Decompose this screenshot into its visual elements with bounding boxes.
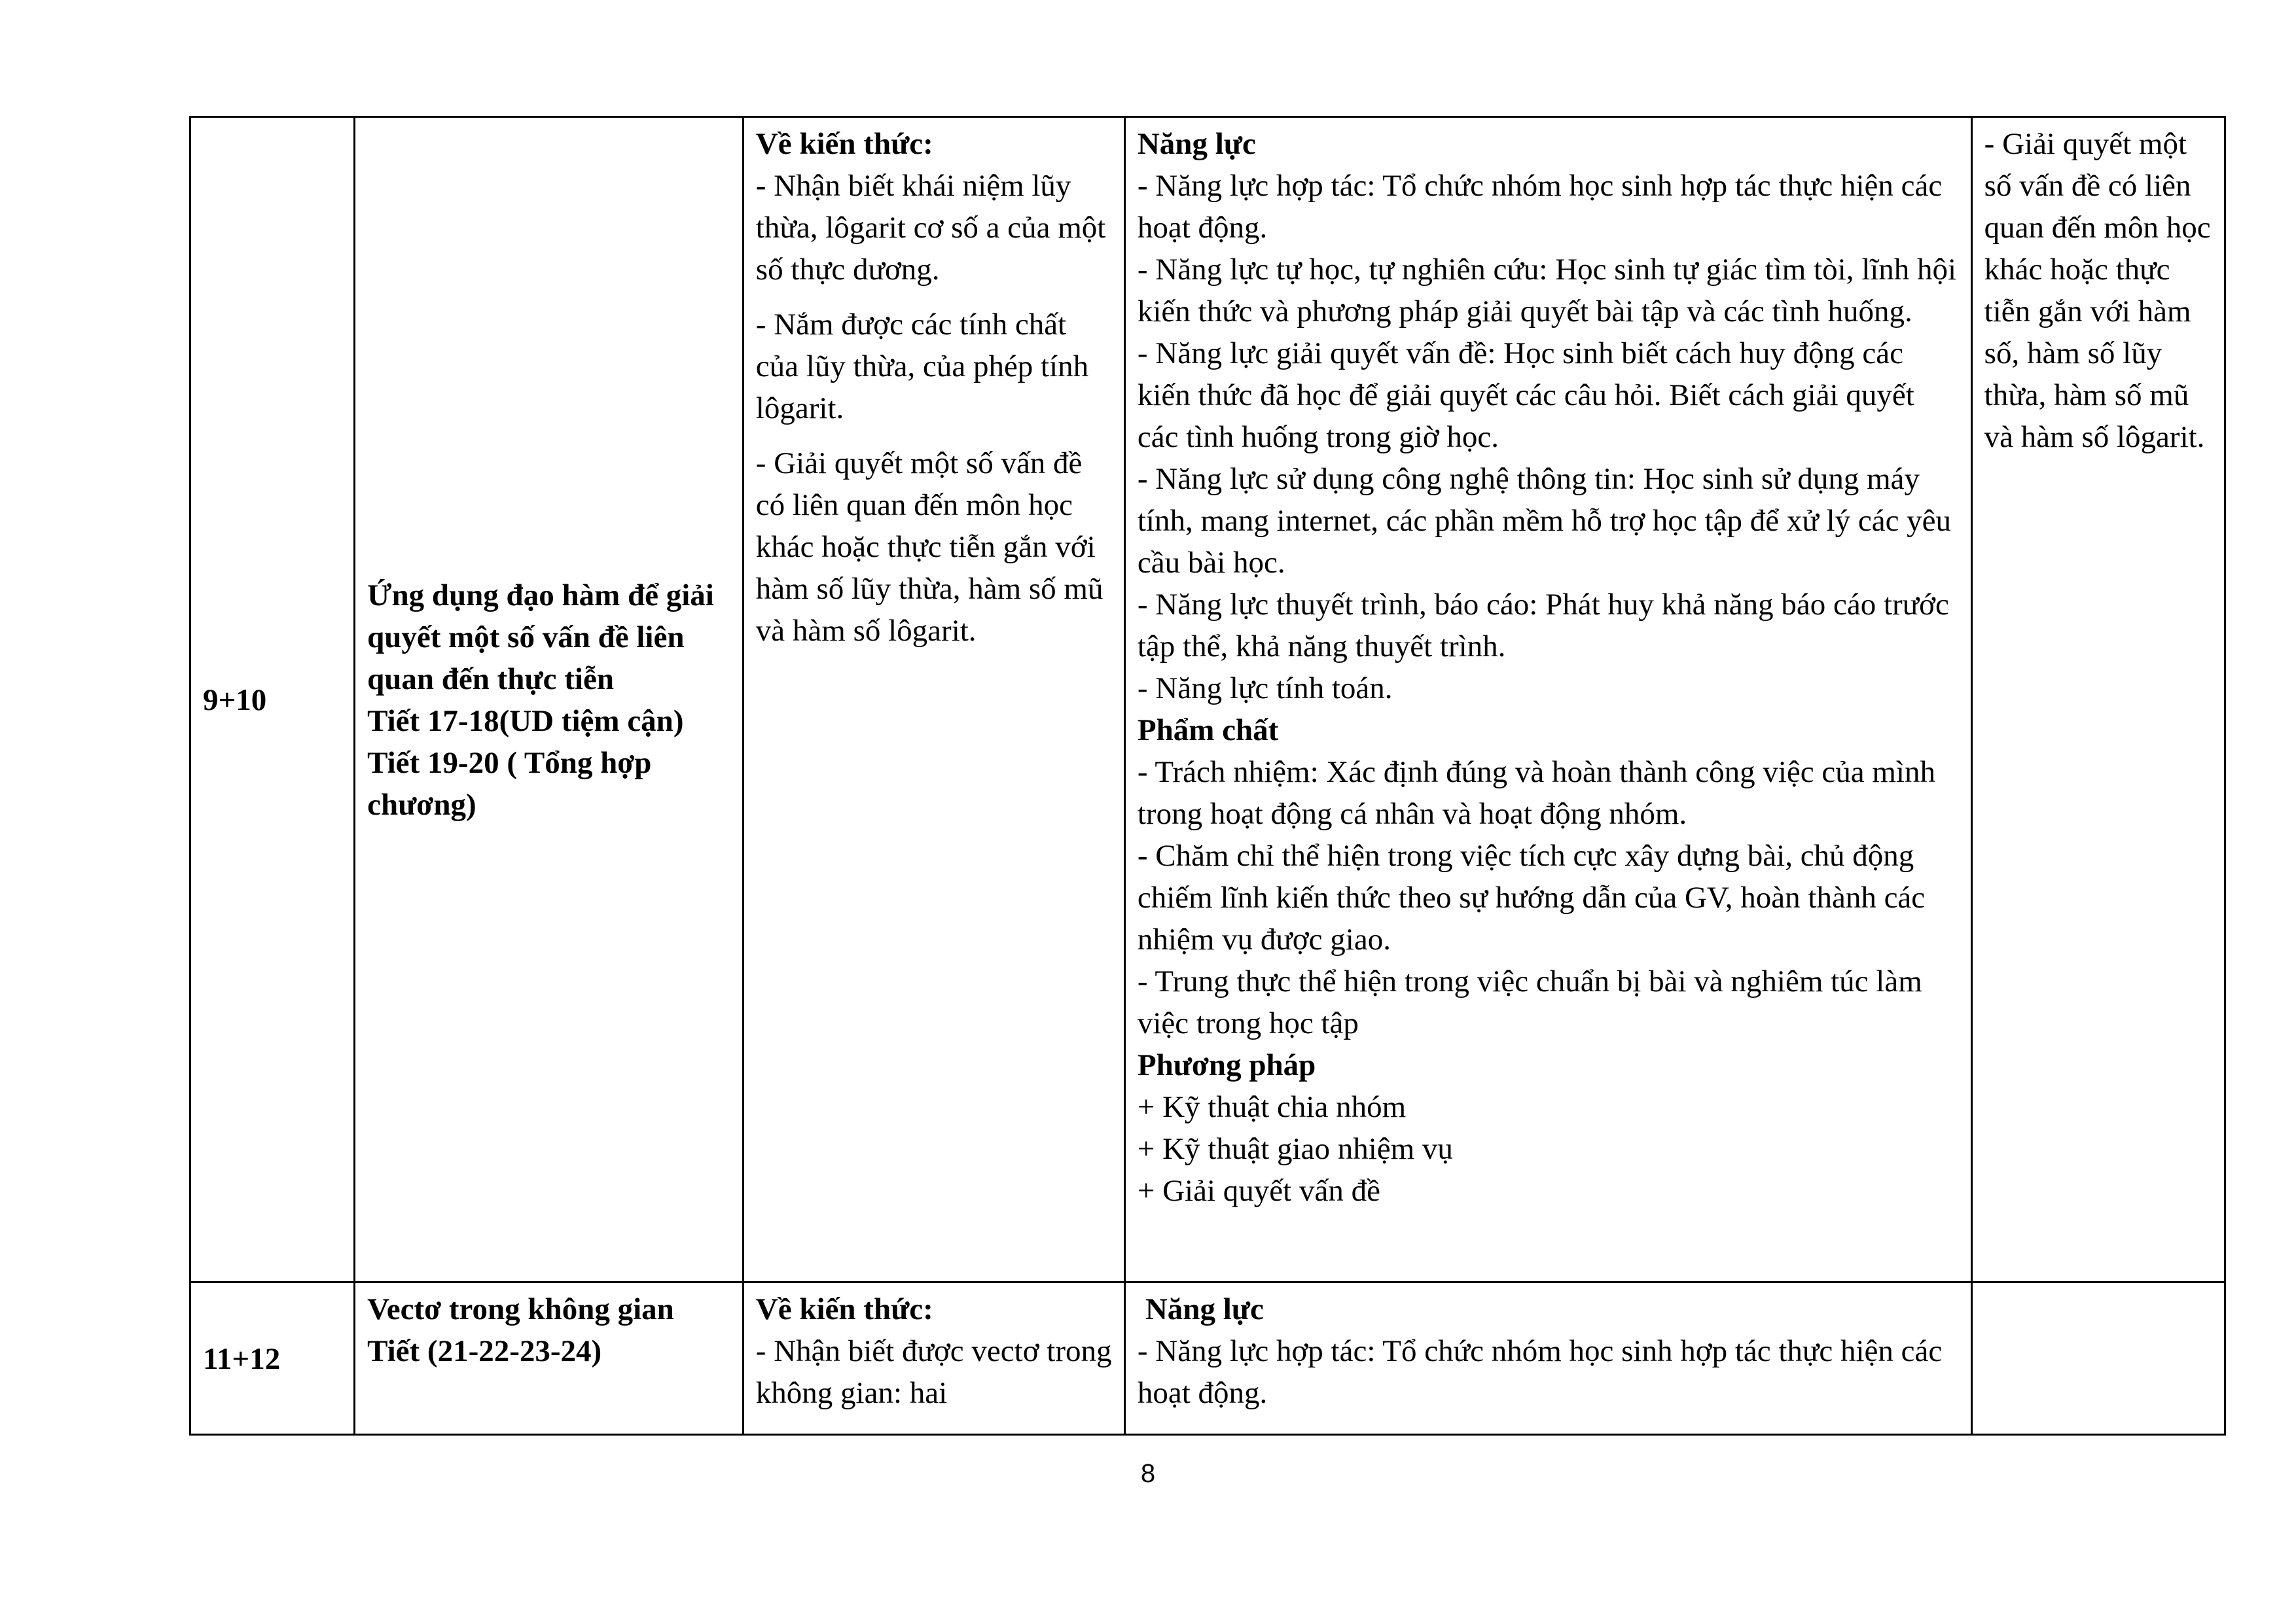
table-row bbox=[190, 117, 2225, 1282]
lesson-period: Tiết 17-18(UD tiệm cận) bbox=[367, 704, 684, 738]
competence-item: - Năng lực sử dụng công nghệ thông tin: Học sinh sử dụng máy tính, mang internet, các phần mềm hỗ trợ học tập để xử lý các yêu cầu bài học. bbox=[1137, 462, 1952, 580]
knowledge-item: - Nhận biết được vectơ trong không gian: hai bbox=[755, 1334, 1112, 1410]
table-row bbox=[190, 1282, 2225, 1435]
lesson-title: Vectơ trong không gian bbox=[367, 1292, 674, 1326]
lesson-title: Ứng dụng đạo hàm để giải quyết một số vấn đề liên quan đến thực tiễn bbox=[367, 578, 714, 696]
lesson-period: Tiết 19-20 ( Tổng hợp chương) bbox=[367, 746, 652, 822]
competence-item: - Năng lực hợp tác: Tổ chức nhóm học sinh hợp tác thực hiện các hoạt động. bbox=[1137, 1334, 1943, 1410]
lesson-cell bbox=[355, 1282, 744, 1435]
competence-heading: Năng lực bbox=[1145, 1292, 1264, 1326]
week-cell bbox=[190, 117, 355, 1282]
week-label: 11+12 bbox=[203, 1342, 281, 1376]
knowledge-item: - Giải quyết một số vấn đề có liên quan đến môn học khác hoặc thực tiễn gắn với hàm số lũy thừa, hàm số mũ và hàm số lôgarit. bbox=[755, 446, 1103, 648]
lesson-plan-table bbox=[189, 116, 2226, 1436]
method-item: + Kỹ thuật giao nhiệm vụ bbox=[1137, 1132, 1453, 1166]
knowledge-cell bbox=[743, 117, 1124, 1282]
week-label: 9+10 bbox=[203, 683, 267, 717]
method-item: + Giải quyết vấn đề bbox=[1137, 1174, 1380, 1208]
competence-item: - Năng lực tính toán. bbox=[1137, 671, 1393, 705]
note-text: - Giải quyết một số vấn đề có liên quan đến môn học khác hoặc thực tiễn gắn với hàm số, hàm số lũy thừa, hàm số mũ và hàm số lôgarit. bbox=[1984, 127, 2211, 454]
lesson-cell bbox=[355, 117, 744, 1282]
knowledge-heading: Về kiến thức: bbox=[755, 127, 933, 161]
competence-heading: Năng lực bbox=[1137, 127, 1256, 161]
quality-heading: Phẩm chất bbox=[1137, 713, 1279, 747]
competence-cell bbox=[1124, 117, 1971, 1282]
method-item: + Kỹ thuật chia nhóm bbox=[1137, 1090, 1407, 1124]
knowledge-cell bbox=[743, 1282, 1124, 1435]
page-number: 8 bbox=[1140, 1459, 1156, 1488]
week-cell bbox=[190, 1282, 355, 1435]
knowledge-item: - Nắm được các tính chất của lũy thừa, của phép tính lôgarit. bbox=[755, 308, 1089, 425]
knowledge-heading: Về kiến thức: bbox=[755, 1292, 933, 1326]
note-cell bbox=[1971, 117, 2225, 1282]
competence-item: - Năng lực tự học, tự nghiên cứu: Học sinh tự giác tìm tòi, lĩnh hội kiến thức và phương pháp giải quyết bài tập và các tình huống. bbox=[1137, 253, 1957, 328]
method-heading: Phương pháp bbox=[1137, 1048, 1316, 1082]
quality-item: - Trung thực thể hiện trong việc chuẩn bị bài và nghiêm túc làm việc trong học tập bbox=[1137, 964, 1922, 1040]
competence-item: - Năng lực thuyết trình, báo cáo: Phát huy khả năng báo cáo trước tập thể, khả năng thuyết trình. bbox=[1137, 588, 1949, 663]
note-cell bbox=[1971, 1282, 2225, 1435]
competence-cell bbox=[1124, 1282, 1971, 1435]
lesson-period: Tiết (21-22-23-24) bbox=[367, 1334, 602, 1368]
competence-item: - Năng lực hợp tác: Tổ chức nhóm học sinh hợp tác thực hiện các hoạt động. bbox=[1137, 169, 1943, 245]
competence-item: - Năng lực giải quyết vấn đề: Học sinh biết cách huy động các kiến thức đã học để giải quyết các câu hỏi. Biết cách giải quyết các tình huống trong giờ học. bbox=[1137, 336, 1914, 454]
quality-item: - Trách nhiệm: Xác định đúng và hoàn thành công việc của mình trong hoạt động cá nhân và hoạt động nhóm. bbox=[1137, 755, 1935, 831]
quality-item: - Chăm chỉ thể hiện trong việc tích cực xây dựng bài, chủ động chiếm lĩnh kiến thức theo sự hướng dẫn của GV, hoàn thành các nhiệm vụ được giao. bbox=[1137, 839, 1926, 957]
knowledge-item: - Nhận biết khái niệm lũy thừa, lôgarit cơ số a của một số thực dương. bbox=[755, 169, 1106, 287]
